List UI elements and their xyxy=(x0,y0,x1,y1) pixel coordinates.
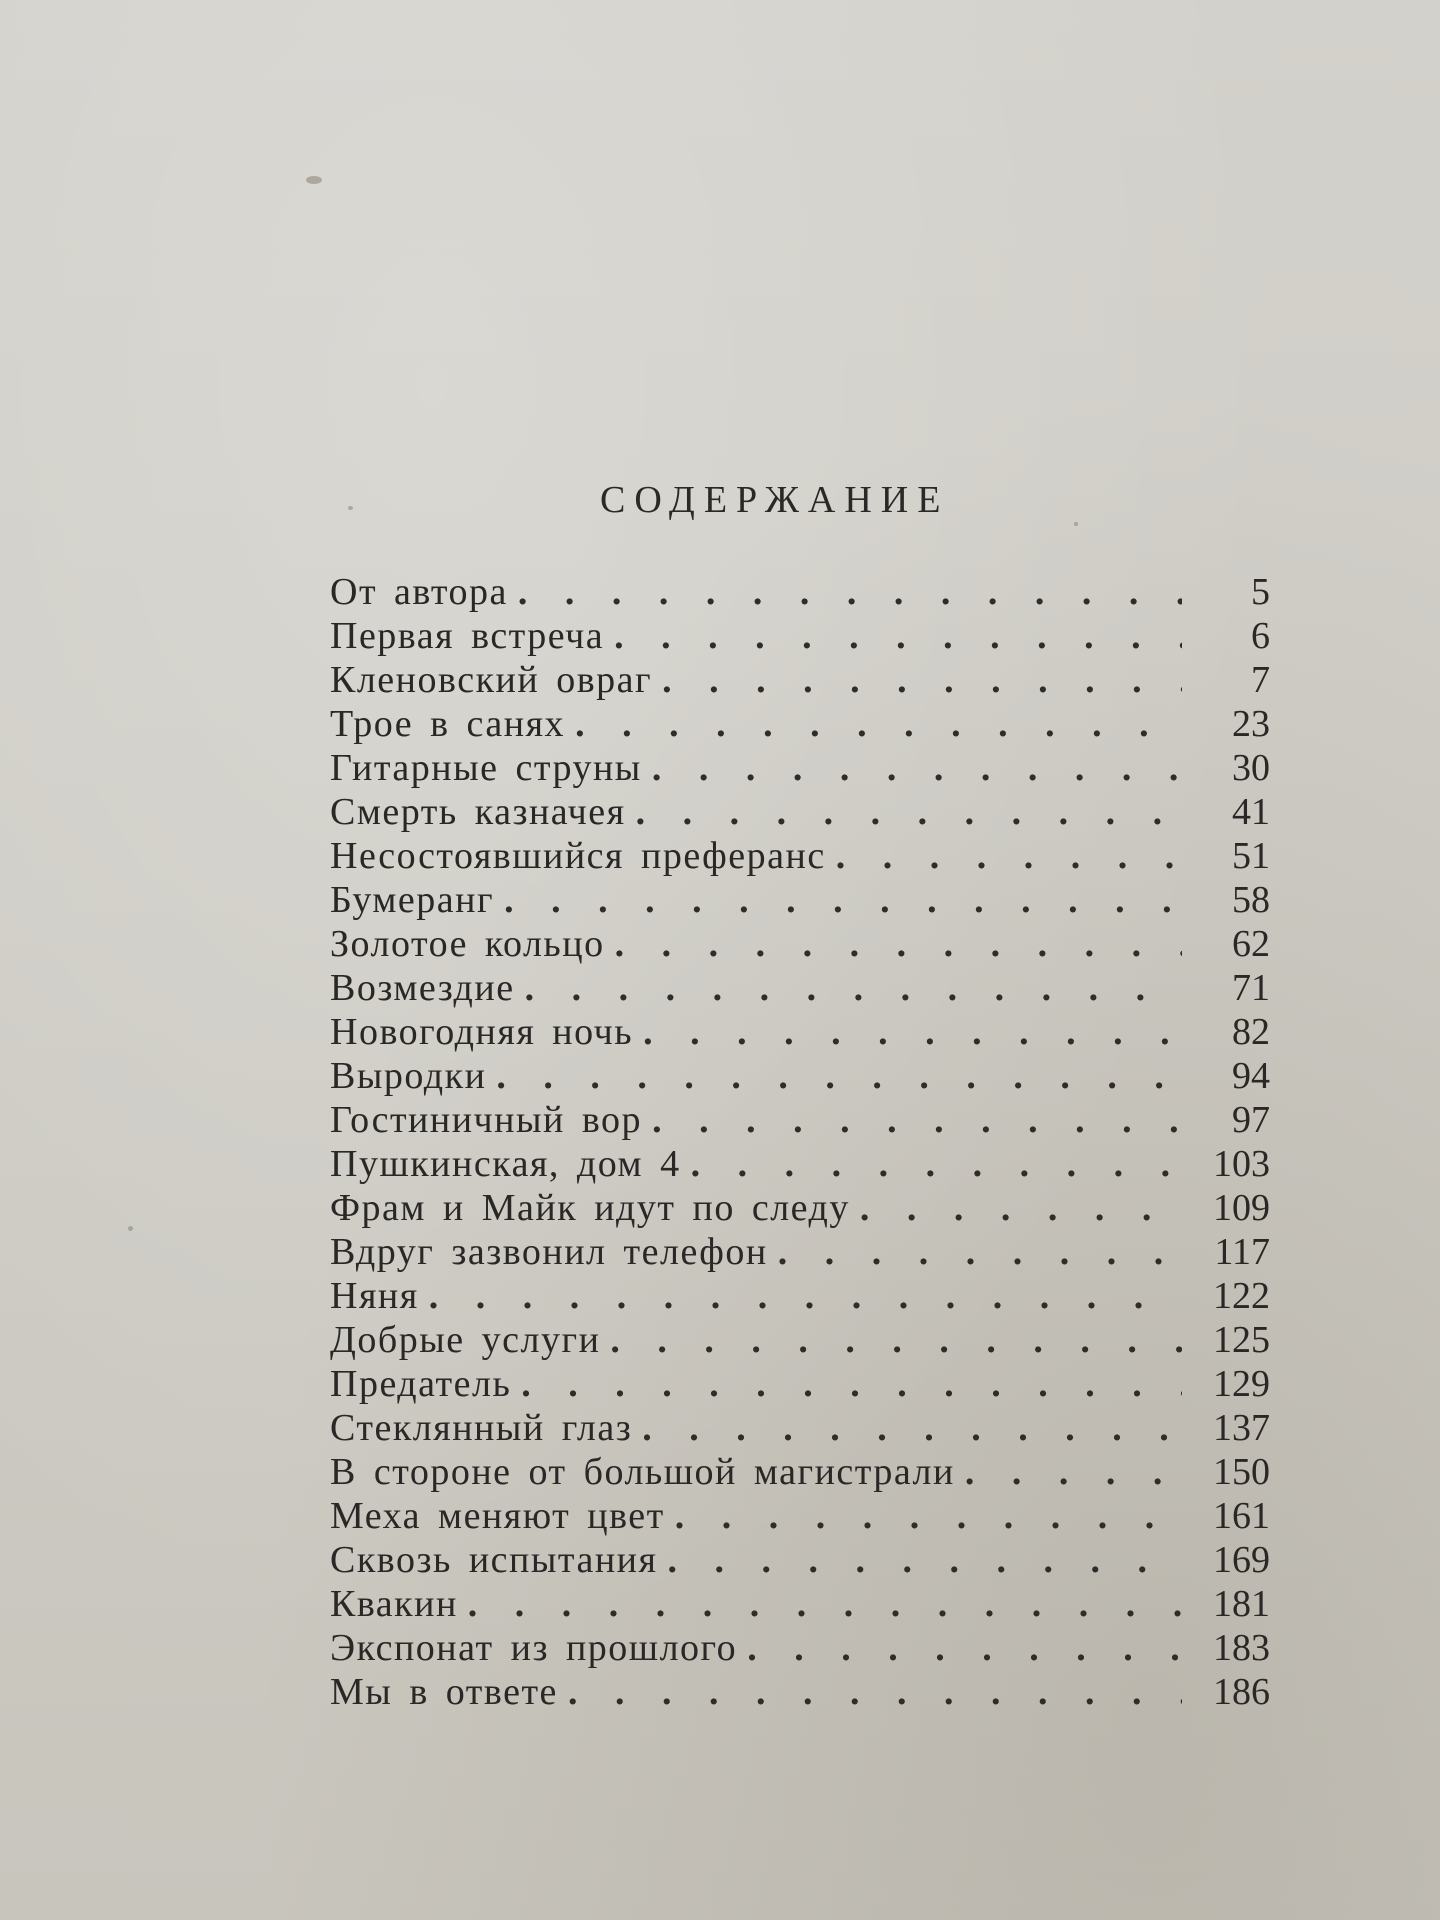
page-title: СОДЕРЖАНИЕ xyxy=(600,479,950,521)
toc-dot-leader xyxy=(429,1274,1182,1318)
toc-dot-leader xyxy=(614,614,1182,658)
toc-entry-page: 41 xyxy=(1232,791,1270,833)
toc-entry xyxy=(330,1626,1270,1670)
toc-dot-leader xyxy=(521,1362,1182,1406)
toc-entry-title: Сквозь испытания xyxy=(330,1539,658,1581)
toc-dot-leader xyxy=(468,1582,1182,1626)
toc-dot-leader xyxy=(615,922,1182,966)
toc-entry-title: Кленовский овраг xyxy=(330,659,653,701)
toc-entry-title: Гостиничный вор xyxy=(330,1099,643,1141)
toc-entry-page: 51 xyxy=(1232,835,1270,877)
toc-entry xyxy=(330,614,1270,658)
toc-entry-page: 30 xyxy=(1232,747,1270,789)
toc-dot-leader xyxy=(675,1494,1182,1538)
toc-entry-page: 181 xyxy=(1213,1583,1270,1625)
toc-entry-page: 103 xyxy=(1213,1143,1270,1185)
toc-entry-title: Экспонат из прошлого xyxy=(330,1627,738,1669)
toc-dot-leader xyxy=(691,1142,1182,1186)
toc-entry-title: Выродки xyxy=(330,1055,487,1097)
toc-dot-leader xyxy=(778,1230,1182,1274)
toc-entry-page: 7 xyxy=(1251,659,1270,701)
toc-dot-leader xyxy=(662,658,1182,702)
toc-entry-title: От автора xyxy=(330,571,508,613)
paper-speck xyxy=(128,1226,133,1231)
toc-entry-title: Мы в ответе xyxy=(330,1671,558,1713)
toc-entry-title: Смерть казначея xyxy=(330,791,626,833)
toc-entry-page: 71 xyxy=(1232,967,1270,1009)
toc-entry xyxy=(330,1010,1270,1054)
toc-entry xyxy=(330,1362,1270,1406)
toc-entry xyxy=(330,1142,1270,1186)
toc-entry-title: Новогодняя ночь xyxy=(330,1011,634,1053)
toc-dot-leader xyxy=(747,1626,1182,1670)
toc-entry-page: 183 xyxy=(1213,1627,1270,1669)
toc-entry-page: 137 xyxy=(1213,1407,1270,1449)
toc-entry-page: 122 xyxy=(1213,1275,1270,1317)
toc-entry xyxy=(330,878,1270,922)
toc-dot-leader xyxy=(965,1450,1182,1494)
toc-entry xyxy=(330,790,1270,834)
toc-dot-leader xyxy=(636,790,1182,834)
toc-entry xyxy=(330,1186,1270,1230)
toc-dot-leader xyxy=(518,570,1182,614)
toc-entry xyxy=(330,1318,1270,1362)
toc-entry xyxy=(330,1230,1270,1274)
toc-entry-title: Няня xyxy=(330,1275,419,1317)
toc-entry xyxy=(330,1054,1270,1098)
toc-entry xyxy=(330,834,1270,878)
toc-entry-title: Трое в санях xyxy=(330,703,566,745)
toc-dot-leader xyxy=(568,1670,1182,1714)
toc-entry-page: 109 xyxy=(1213,1187,1270,1229)
toc-entry-page: 161 xyxy=(1213,1495,1270,1537)
toc-entry-page: 62 xyxy=(1232,923,1270,965)
toc-dot-leader xyxy=(668,1538,1183,1582)
toc-dot-leader xyxy=(860,1186,1182,1230)
toc-dot-leader xyxy=(643,1010,1182,1054)
paper-speck xyxy=(348,506,353,510)
toc-entry-page: 94 xyxy=(1232,1055,1270,1097)
toc-entry-title: Стеклянный глаз xyxy=(330,1407,633,1449)
toc-entry-title: Добрые услуги xyxy=(330,1319,601,1361)
toc-entry-title: Гитарные струны xyxy=(330,747,642,789)
table-of-contents xyxy=(330,570,1270,1714)
toc-entry xyxy=(330,702,1270,746)
toc-entry-page: 5 xyxy=(1251,571,1270,613)
toc-entry xyxy=(330,746,1270,790)
toc-entry-title: В стороне от большой магистрали xyxy=(330,1451,955,1493)
toc-entry xyxy=(330,1274,1270,1318)
toc-entry-title: Первая встреча xyxy=(330,615,605,657)
toc-entry-title: Фрам и Майк идут по следу xyxy=(330,1187,850,1229)
toc-entry xyxy=(330,1582,1270,1626)
toc-entry xyxy=(330,922,1270,966)
toc-dot-leader xyxy=(652,746,1182,790)
toc-entry-page: 125 xyxy=(1213,1319,1270,1361)
toc-entry-title: Вдруг зазвонил телефон xyxy=(330,1231,768,1273)
toc-entry xyxy=(330,658,1270,702)
toc-entry-title: Пушкинская, дом 4 xyxy=(330,1143,681,1185)
toc-entry xyxy=(330,1450,1270,1494)
toc-entry-page: 82 xyxy=(1232,1011,1270,1053)
paper-speck xyxy=(306,176,322,184)
toc-dot-leader xyxy=(525,966,1182,1010)
toc-entry-page: 97 xyxy=(1232,1099,1270,1141)
toc-entry-page: 129 xyxy=(1213,1363,1270,1405)
toc-dot-leader xyxy=(652,1098,1182,1142)
toc-entry xyxy=(330,570,1270,614)
toc-entry-title: Бумеранг xyxy=(330,879,495,921)
toc-entry-title: Меха меняют цвет xyxy=(330,1495,665,1537)
toc-entry-page: 150 xyxy=(1213,1451,1270,1493)
paper-speck xyxy=(1074,522,1078,526)
toc-entry xyxy=(330,1098,1270,1142)
toc-entry xyxy=(330,966,1270,1010)
toc-entry-title: Золотое кольцо xyxy=(330,923,605,965)
toc-entry-page: 6 xyxy=(1251,615,1270,657)
toc-entry xyxy=(330,1538,1270,1582)
toc-entry-page: 23 xyxy=(1232,703,1270,745)
toc-entry-title: Несостоявшийся преферанс xyxy=(330,835,826,877)
toc-entry-page: 117 xyxy=(1214,1231,1270,1273)
toc-entry-page: 169 xyxy=(1213,1539,1270,1581)
toc-entry xyxy=(330,1670,1270,1714)
toc-dot-leader xyxy=(504,878,1182,922)
toc-entry-title: Возмездие xyxy=(330,967,515,1009)
toc-entry xyxy=(330,1494,1270,1538)
toc-entry-page: 186 xyxy=(1213,1671,1270,1713)
toc-entry xyxy=(330,1406,1270,1450)
toc-entry-title: Предатель xyxy=(330,1363,512,1405)
toc-dot-leader xyxy=(642,1406,1182,1450)
toc-dot-leader xyxy=(836,834,1182,878)
toc-entry-page: 58 xyxy=(1232,879,1270,921)
toc-entry-title: Квакин xyxy=(330,1583,458,1625)
toc-dot-leader xyxy=(496,1054,1182,1098)
toc-dot-leader xyxy=(575,702,1182,746)
toc-dot-leader xyxy=(610,1318,1182,1362)
